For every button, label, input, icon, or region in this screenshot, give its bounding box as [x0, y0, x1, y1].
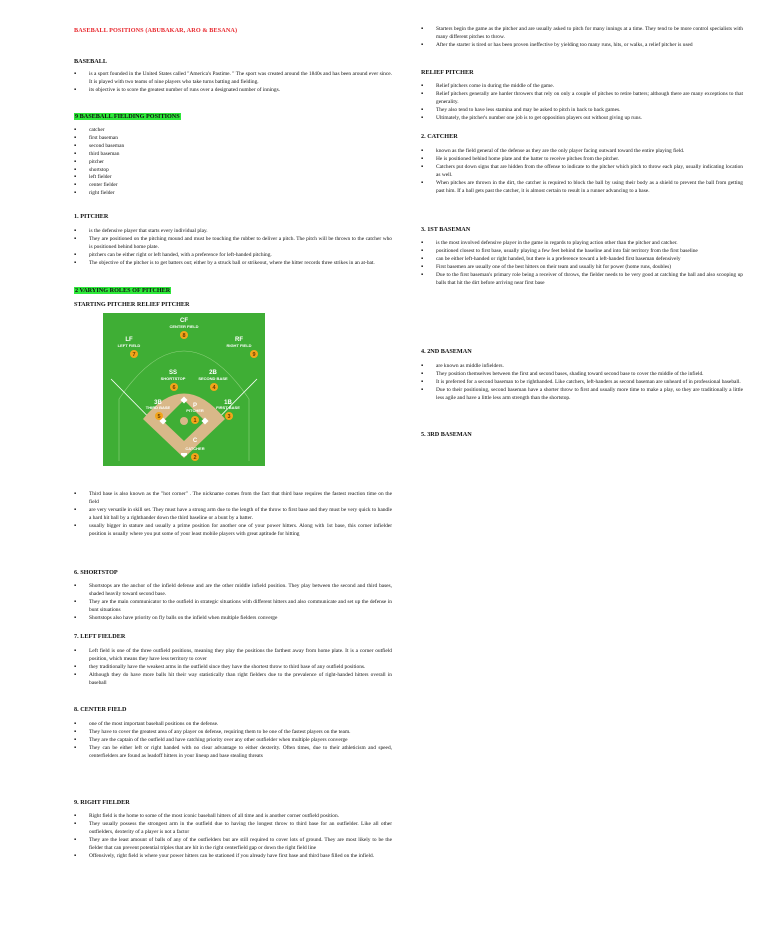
lf-label: LEFT FIELD: [117, 343, 141, 348]
shortstop-heading: 6. SHORTSTOP: [74, 569, 118, 576]
list-item: ▪ Due to their positioning, second baseman have a shorter throw to first and usually more time to make a play, so they are traditionally a little less agile and have a little less arm strength than the shortstop.: [421, 387, 743, 403]
list-item: ▪ Relief pitchers come in during the middle of the game.: [421, 83, 743, 91]
list-item: ▪ are very versatile in skill set. They must have a strong arm due to the length of the throw to first base and they must be very quick to handle a hard hit ball by a righthander down the third baseline or a bunt by a batter.: [74, 507, 392, 523]
list-item: ▪ They are the main communicator to the outfield in strategic situations with different hitters and also communicate and set up the defense in bunt situations: [74, 599, 392, 615]
ss-label: SHORTSTOP: [160, 376, 186, 381]
third-base-list: [74, 491, 392, 538]
first-baseman-heading: 3. 1ST BASEMAN: [421, 226, 471, 233]
list-item: ▪ pitcher: [74, 159, 392, 167]
catcher-list: [421, 148, 743, 195]
list-item: ▪ second baseman: [74, 143, 392, 151]
list-item: ▪ its objective is to score the greatest number of runs over a designated number of innings.: [74, 87, 392, 95]
3b-abbr: 3B: [154, 400, 162, 406]
list-item: ▪ Third base is also known as the "hot corner" . The nickname comes from the fact that third base requires the fastest reaction time on the field: [74, 491, 392, 507]
document-title: BASEBALL POSITIONS (ABUBAKAR, ARO & BESANA): [74, 27, 238, 34]
list-item: ▪ center fielder: [74, 182, 392, 190]
c-num: 2: [193, 455, 197, 461]
list-item: ▪ shortstop: [74, 167, 392, 175]
rf-abbr: RF: [235, 337, 243, 343]
second-baseman-heading: 4. 2ND BASEMAN: [421, 348, 472, 355]
list-item: ▪ left fielder: [74, 174, 392, 182]
2b-label: SECOND BASE: [198, 376, 228, 381]
list-item: ▪ first baseman: [74, 135, 392, 143]
lf-num: 7: [132, 352, 136, 358]
catcher-heading: 2. CATCHER: [421, 133, 458, 140]
positions-heading: [74, 113, 181, 120]
list-item: ▪ usually bigger in stature and usually a prime position for another one of your power hitters. Along with 1st base, this corner infielder position is usually where you put some of your least mobile players with great aptitude for hitting: [74, 523, 392, 539]
1b-num: 3: [227, 414, 231, 420]
1b-label: FIRST BASE: [216, 405, 240, 410]
starter-list: [421, 26, 743, 50]
right-fielder-heading: 9. RIGHT FIELDER: [74, 799, 130, 806]
baseball-list: [74, 71, 392, 95]
list-item: ▪ right fielder: [74, 190, 392, 198]
lf-abbr: LF: [125, 337, 133, 343]
3b-num: 5: [157, 414, 161, 420]
list-item: ▪ is the defensive player that starts every individual play.: [74, 228, 392, 236]
varying-heading-text: 2 VARYING ROLES OF PITCHER: [75, 287, 171, 294]
c-abbr: C: [192, 438, 198, 444]
list-item: ▪ they traditionally have the weakest arms in the outfield since they have the shortest throw to third base of any outfield positions.: [74, 664, 392, 672]
list-item: ▪ third baseman: [74, 151, 392, 159]
2b-num: 4: [212, 385, 216, 391]
list-item: ▪ They also tend to have less stamina and may be asked to pitch in back to back games.: [421, 107, 743, 115]
pitcher-list: [74, 228, 392, 268]
baseball-heading: BASEBALL: [74, 58, 108, 65]
list-item: ▪ Right field is the home to some of the most iconic baseball hitters of all time and is another corner outfield position.: [74, 813, 392, 821]
list-item: ▪ one of the most important baseball positions on the defense.: [74, 721, 392, 729]
center-fielder-heading: 8. CENTER FIELD: [74, 706, 127, 713]
p-abbr: P: [192, 403, 198, 409]
varying-subheading: STARTING PITCHER RELIEF PITCHER: [74, 301, 190, 308]
1b-abbr: 1B: [224, 400, 232, 406]
list-item: ▪ Shortstops are the anchor of the infield defense and are the other middle infield position. They play between the second and third bases, shaded heavily toward second base.: [74, 583, 392, 599]
3b-label: THIRD BASE: [145, 405, 171, 410]
list-item: ▪ The objective of the pitcher is to get batters out; either by a struck ball or strikeout, where the hitter records three strikes in an at-bat.: [74, 260, 392, 268]
list-item: ▪ Left field is one of the three outfield positions, meaning they play the positions the farthest away from home plate. It is a corner outfield position, which means they have less territory to cover: [74, 648, 392, 664]
positions-list: [74, 127, 392, 198]
list-item: ▪ Offensively, right field is where your power hitters can be stationed if you already have first base and third base filled on the infield.: [74, 853, 392, 861]
pitchers-mound: [180, 417, 188, 425]
list-item: ▪ catcher: [74, 127, 392, 135]
third-baseman-heading: 5. 3RD BASEMAN: [421, 431, 472, 438]
cf-abbr: CF: [180, 318, 188, 324]
list-item: ▪ They have to cover the greatest area of any player on defense, requiring them to be one of the fastest players on the team.: [74, 729, 392, 737]
list-item: ▪ First basemen are usually one of the best hitters on their team and usually hit for power (home runs, doubles): [421, 264, 743, 272]
list-item: ▪ They can be either left or right handed with no clear advantage to either dexterity. Often times, due to their athleticism and speed, centerfielders are found as leadoff hitters in your lineup and base stealing threats: [74, 745, 392, 761]
first-baseman-list: [421, 240, 743, 287]
list-item: ▪ are known as middle infielders.: [421, 363, 743, 371]
shortstop-list: [74, 583, 392, 623]
cf-label: CENTER FIELD: [169, 324, 199, 329]
list-item: ▪ can be either left-handed or right handed, but there is a preference toward a left-handed first baseman defensively: [421, 256, 743, 264]
list-item: ▪ is a sport founded in the United States called "America's Pastime. " The sport was created around the 1840s and has been around ever since. It is played with two teams of nine players who take turns batting and fielding.: [74, 71, 392, 87]
list-item: ▪ Although they do have more balls hit their way statistically than right fielders due to the prevalence of right-handed hitters overall in baseball: [74, 672, 392, 688]
left-fielder-heading: 7. LEFT FIELDER: [74, 633, 126, 640]
list-item: ▪ Shortstops also have priority on fly balls on the infield when multiple fielders converge: [74, 615, 392, 623]
cf-num: 8: [182, 333, 186, 339]
ss-abbr: SS: [168, 370, 178, 376]
list-item: ▪ They position themselves between the first and second bases, shading toward second base to cover the middle of the infield.: [421, 371, 743, 379]
relief-list: [421, 83, 743, 123]
baseball-field-diagram: [103, 313, 265, 466]
right-fielder-list: [74, 813, 392, 860]
list-item: ▪ positioned closest to first base, usually playing a few feet behind the baseline and into fair territory from the first baseline: [421, 248, 743, 256]
list-item: ▪ When pitches are thrown in the dirt, the catcher is required to block the ball by using their body as a shield to prevent the ball from getting past him. If a ball gets past the catcher, it is almost certain to result in a runner advancing to a base.: [421, 180, 743, 196]
p-label: PITCHER: [186, 408, 204, 413]
list-item: ▪ is the most involved defensive player in the game in regards to playing action other than the pitcher and catcher.: [421, 240, 743, 248]
rf-num: 9: [252, 352, 256, 358]
second-baseman-list: [421, 363, 743, 403]
list-item: ▪ Relief pitchers generally are harder throwers that rely on only a couple of pitches to retire batters; although there are many exceptions to that generality.: [421, 91, 743, 107]
pitcher-heading: 1. PITCHER: [74, 213, 109, 220]
list-item: ▪ They usually possess the strongest arm in the outfield due to having the longest throw to third base for an outfielder. Like all other outfielders, dexterity of a player is not a factor: [74, 821, 392, 837]
left-fielder-list: [74, 648, 392, 688]
list-item: ▪ After the starter is tired or has been proven ineffective by yielding too many runs, hits, or walks, a relief pitcher is used: [421, 42, 743, 50]
c-label: CATCHER: [185, 446, 205, 451]
p-num: 1: [193, 418, 197, 424]
list-item: ▪ He is positioned behind home plate and the batter to receive pitches from the pitcher.: [421, 156, 743, 164]
list-item: ▪ It is preferred for a second baseman to be righthanded. Like catchers, left-handers as second baseman are unheard of in professional baseball.: [421, 379, 743, 387]
list-item: ▪ known as the field general of the defense as they are the only player facing outward toward the entire playing field.: [421, 148, 743, 156]
2b-abbr: 2B: [209, 370, 217, 376]
relief-heading: RELIEF PITCHER: [421, 69, 474, 76]
rf-label: RIGHT FIELD: [226, 343, 252, 348]
list-item: ▪ They are positioned on the pitching mound and must be touching the rubber to deliver a pitch. The pitch will be thrown to the catcher who is positioned behind home plate.: [74, 236, 392, 252]
list-item: ▪ They are the least amount of balls of any of the outfielders but are still required to cover lots of ground. They are most likely to be the fielder that can prevent potential triples that are hit in the right centerfield gap or down the right field line: [74, 837, 392, 853]
varying-heading: [74, 287, 171, 294]
list-item: ▪ Catchers put down signs that are hidden from the offense to indicate to the pitcher which pitch to throw each play, usually indicating location as well.: [421, 164, 743, 180]
list-item: ▪ Starters begin the game as the pitcher and are usually asked to pitch for many innings at a time. They tend to be more control specialists with many different pitches to throw.: [421, 26, 743, 42]
list-item: ▪ pitchers can be either right or left handed, with a preference for left-handed pitching.: [74, 252, 392, 260]
center-fielder-list: [74, 721, 392, 761]
list-item: ▪ They are the captain of the outfield and have catching priority over any other outfielder when multiple players converge: [74, 737, 392, 745]
ss-num: 6: [172, 385, 176, 391]
positions-heading-text: 9 BASEBALL FIELDING POSITIONS: [75, 113, 180, 120]
list-item: ▪ Ultimately, the pitcher's number one job is to get opposition players out without giving up runs.: [421, 115, 743, 123]
list-item: ▪ Due to the first baseman's primary role being a receiver of throws, the fielder needs to be very good at catching the ball and also scooping up balls that hit the dirt before arriving near first base: [421, 272, 743, 288]
